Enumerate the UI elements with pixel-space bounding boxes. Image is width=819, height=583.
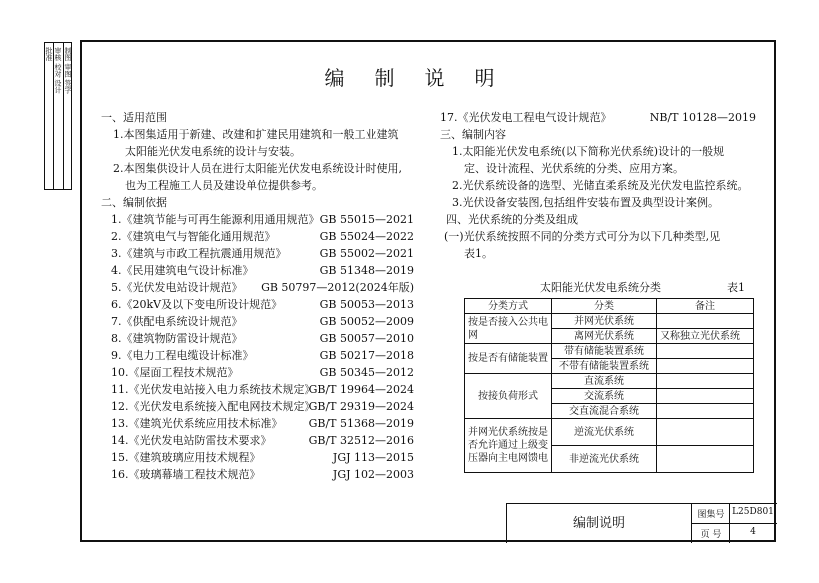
table-cell: 不带有储能装置系统 <box>552 359 657 374</box>
paragraph: 2.本图集供设计人员在进行太阳能光伏发电系统设计时使用, <box>113 162 402 175</box>
table-cell: 直流系统 <box>552 374 657 389</box>
title-block-name: 编制说明 <box>507 504 692 543</box>
reference-title: 15.《建筑玻璃应用技术规程》 <box>111 451 261 464</box>
reference-title: 14.《光伏发电站防雷技术要求》 <box>111 434 272 447</box>
reference-item <box>101 381 414 398</box>
reference-item <box>101 211 414 228</box>
reference-title: 4.《民用建筑电气设计标准》 <box>111 264 254 277</box>
table-cell: 交直流混合系统 <box>552 404 657 419</box>
reference-list <box>101 211 414 483</box>
reference-item <box>101 228 414 245</box>
reference-code: GB 55024—2022 <box>319 230 414 243</box>
reference-item <box>101 432 414 449</box>
reference-code: GB 51348—2019 <box>319 264 414 277</box>
table-cell: 又称独立光伏系统 <box>657 329 754 344</box>
reference-item <box>101 262 414 279</box>
reference-title: 3.《建筑与市政工程抗震通用规范》 <box>111 247 287 260</box>
reference-item <box>101 415 414 432</box>
paragraph: 也为工程施工人员及建设单位提供参考。 <box>125 179 323 192</box>
page-number: 4 <box>750 527 756 537</box>
left-column <box>101 109 414 483</box>
reference-item <box>101 279 414 296</box>
reference-title: 11.《光伏发电站接入电力系统技术规定》 <box>111 383 316 396</box>
section-heading: 一、适用范围 <box>101 111 167 124</box>
paragraph: (一)光伏系统按照不同的分类方式可分为以下几种类型,见 <box>444 230 721 243</box>
reference-code: GB 50052—2009 <box>319 315 414 328</box>
reference-code: GB 50053—2013 <box>319 298 414 311</box>
reference-code: GB/T 19964—2024 <box>308 383 414 396</box>
reference-item <box>101 364 414 381</box>
page-number-label: 页 号 <box>700 530 722 540</box>
sign-label-3: 制图 审图 签字 <box>64 47 72 94</box>
reference-code: GB 50057—2010 <box>319 332 414 345</box>
right-column <box>440 109 756 262</box>
paragraph: 表1。 <box>464 247 493 260</box>
table-caption: 太阳能光伏发电系统分类 <box>540 281 661 294</box>
reference-item <box>101 330 414 347</box>
reference-code: JGJ 102—2003 <box>332 468 414 481</box>
table-cell: 并网光伏系统 <box>552 314 657 329</box>
paragraph: 定、设计流程、光伏系统的分类、应用方案。 <box>464 162 684 175</box>
reference-title: 2.《建筑电气与智能化通用规范》 <box>111 230 276 243</box>
reference-title: 9.《电力工程电缆设计标准》 <box>111 349 254 362</box>
reference-title: 5.《光伏发电站设计规范》 <box>111 281 243 294</box>
table-label: 表1 <box>727 281 745 294</box>
reference-item <box>101 466 414 483</box>
reference-code: GB 50217—2018 <box>319 349 414 362</box>
atlas-number: L25D801 <box>732 507 774 517</box>
table-header: 备注 <box>657 299 754 314</box>
reference-title: 1.《建筑节能与可再生能源利用通用规范》 <box>111 213 320 226</box>
table-cell: 带有储能装置系统 <box>552 344 657 359</box>
sign-label-2: 审核 校对 设计 <box>54 47 62 94</box>
reference-title: 7.《供配电系统设计规范》 <box>111 315 243 328</box>
paragraph: 1.太阳能光伏发电系统(以下简称光伏系统)设计的一般规 <box>452 145 725 158</box>
sign-label-1: 批准 <box>45 47 53 61</box>
reference-code: GB/T 29319—2024 <box>308 400 414 413</box>
paragraph: 2.光伏系统设备的选型、光储直柔系统及光伏发电监控系统。 <box>452 179 749 192</box>
atlas-number-label: 图集号 <box>697 510 725 520</box>
paragraph: 太阳能光伏发电系统的设计与安装。 <box>125 145 301 158</box>
title-block <box>506 503 777 543</box>
table-cell: 交流系统 <box>552 389 657 404</box>
reference-code: GB/T 32512—2016 <box>308 434 414 447</box>
table-group: 并网光伏系统按是否允许通过上级变压器向主电网馈电 <box>465 419 552 473</box>
table-group: 按接负荷形式 <box>465 374 552 419</box>
table-cell: 逆流光伏系统 <box>552 419 657 446</box>
reference-item <box>101 398 414 415</box>
reference-item <box>101 313 414 330</box>
classification-table <box>464 298 754 473</box>
paragraph: 3.光伏设备安装图,包括组件安装布置及典型设计案例。 <box>452 196 719 209</box>
paragraph: 1.本图集适用于新建、改建和扩建民用建筑和一般工业建筑 <box>113 128 399 141</box>
reference-item <box>101 245 414 262</box>
reference-item <box>101 449 414 466</box>
reference-title: 10.《屋面工程技术规范》 <box>111 366 239 379</box>
page-title: 编制说明 <box>324 66 525 90</box>
table-group: 按是否接入公共电网 <box>465 314 552 344</box>
section-heading: 四、光伏系统的分类及组成 <box>446 213 578 226</box>
reference-code: GB 50797—2012(2024年版) <box>261 281 414 294</box>
reference-title: 12.《光伏发电系统接入配电网技术规定》 <box>111 400 316 413</box>
reference-code: NB/T 10128—2019 <box>649 111 756 124</box>
reference-title: 6.《20kV及以下变电所设计规范》 <box>111 298 283 311</box>
table-header: 分类 <box>552 299 657 314</box>
section-heading: 三、编制内容 <box>440 128 506 141</box>
reference-item <box>101 347 414 364</box>
reference-code: GB 55002—2021 <box>319 247 414 260</box>
reference-title: 8.《建筑物防雷设计规范》 <box>111 332 243 345</box>
reference-item <box>101 296 414 313</box>
reference-title: 17.《光伏发电工程电气设计规范》 <box>440 111 612 124</box>
reference-code: GB 55015—2021 <box>319 213 414 226</box>
reference-code: GB/T 51368—2019 <box>308 417 414 430</box>
reference-code: GB 50345—2012 <box>319 366 414 379</box>
table-group: 按是否有储能装置 <box>465 344 552 374</box>
table-cell: 离网光伏系统 <box>552 329 657 344</box>
reference-title: 16.《玻璃幕墙工程技术规范》 <box>111 468 261 481</box>
table-header: 分类方式 <box>465 299 552 314</box>
reference-code: JGJ 113—2015 <box>332 451 414 464</box>
reference-title: 13.《建筑光伏系统应用技术标准》 <box>111 417 283 430</box>
section-heading: 二、编制依据 <box>101 196 167 209</box>
table-cell: 非逆流光伏系统 <box>552 446 657 473</box>
